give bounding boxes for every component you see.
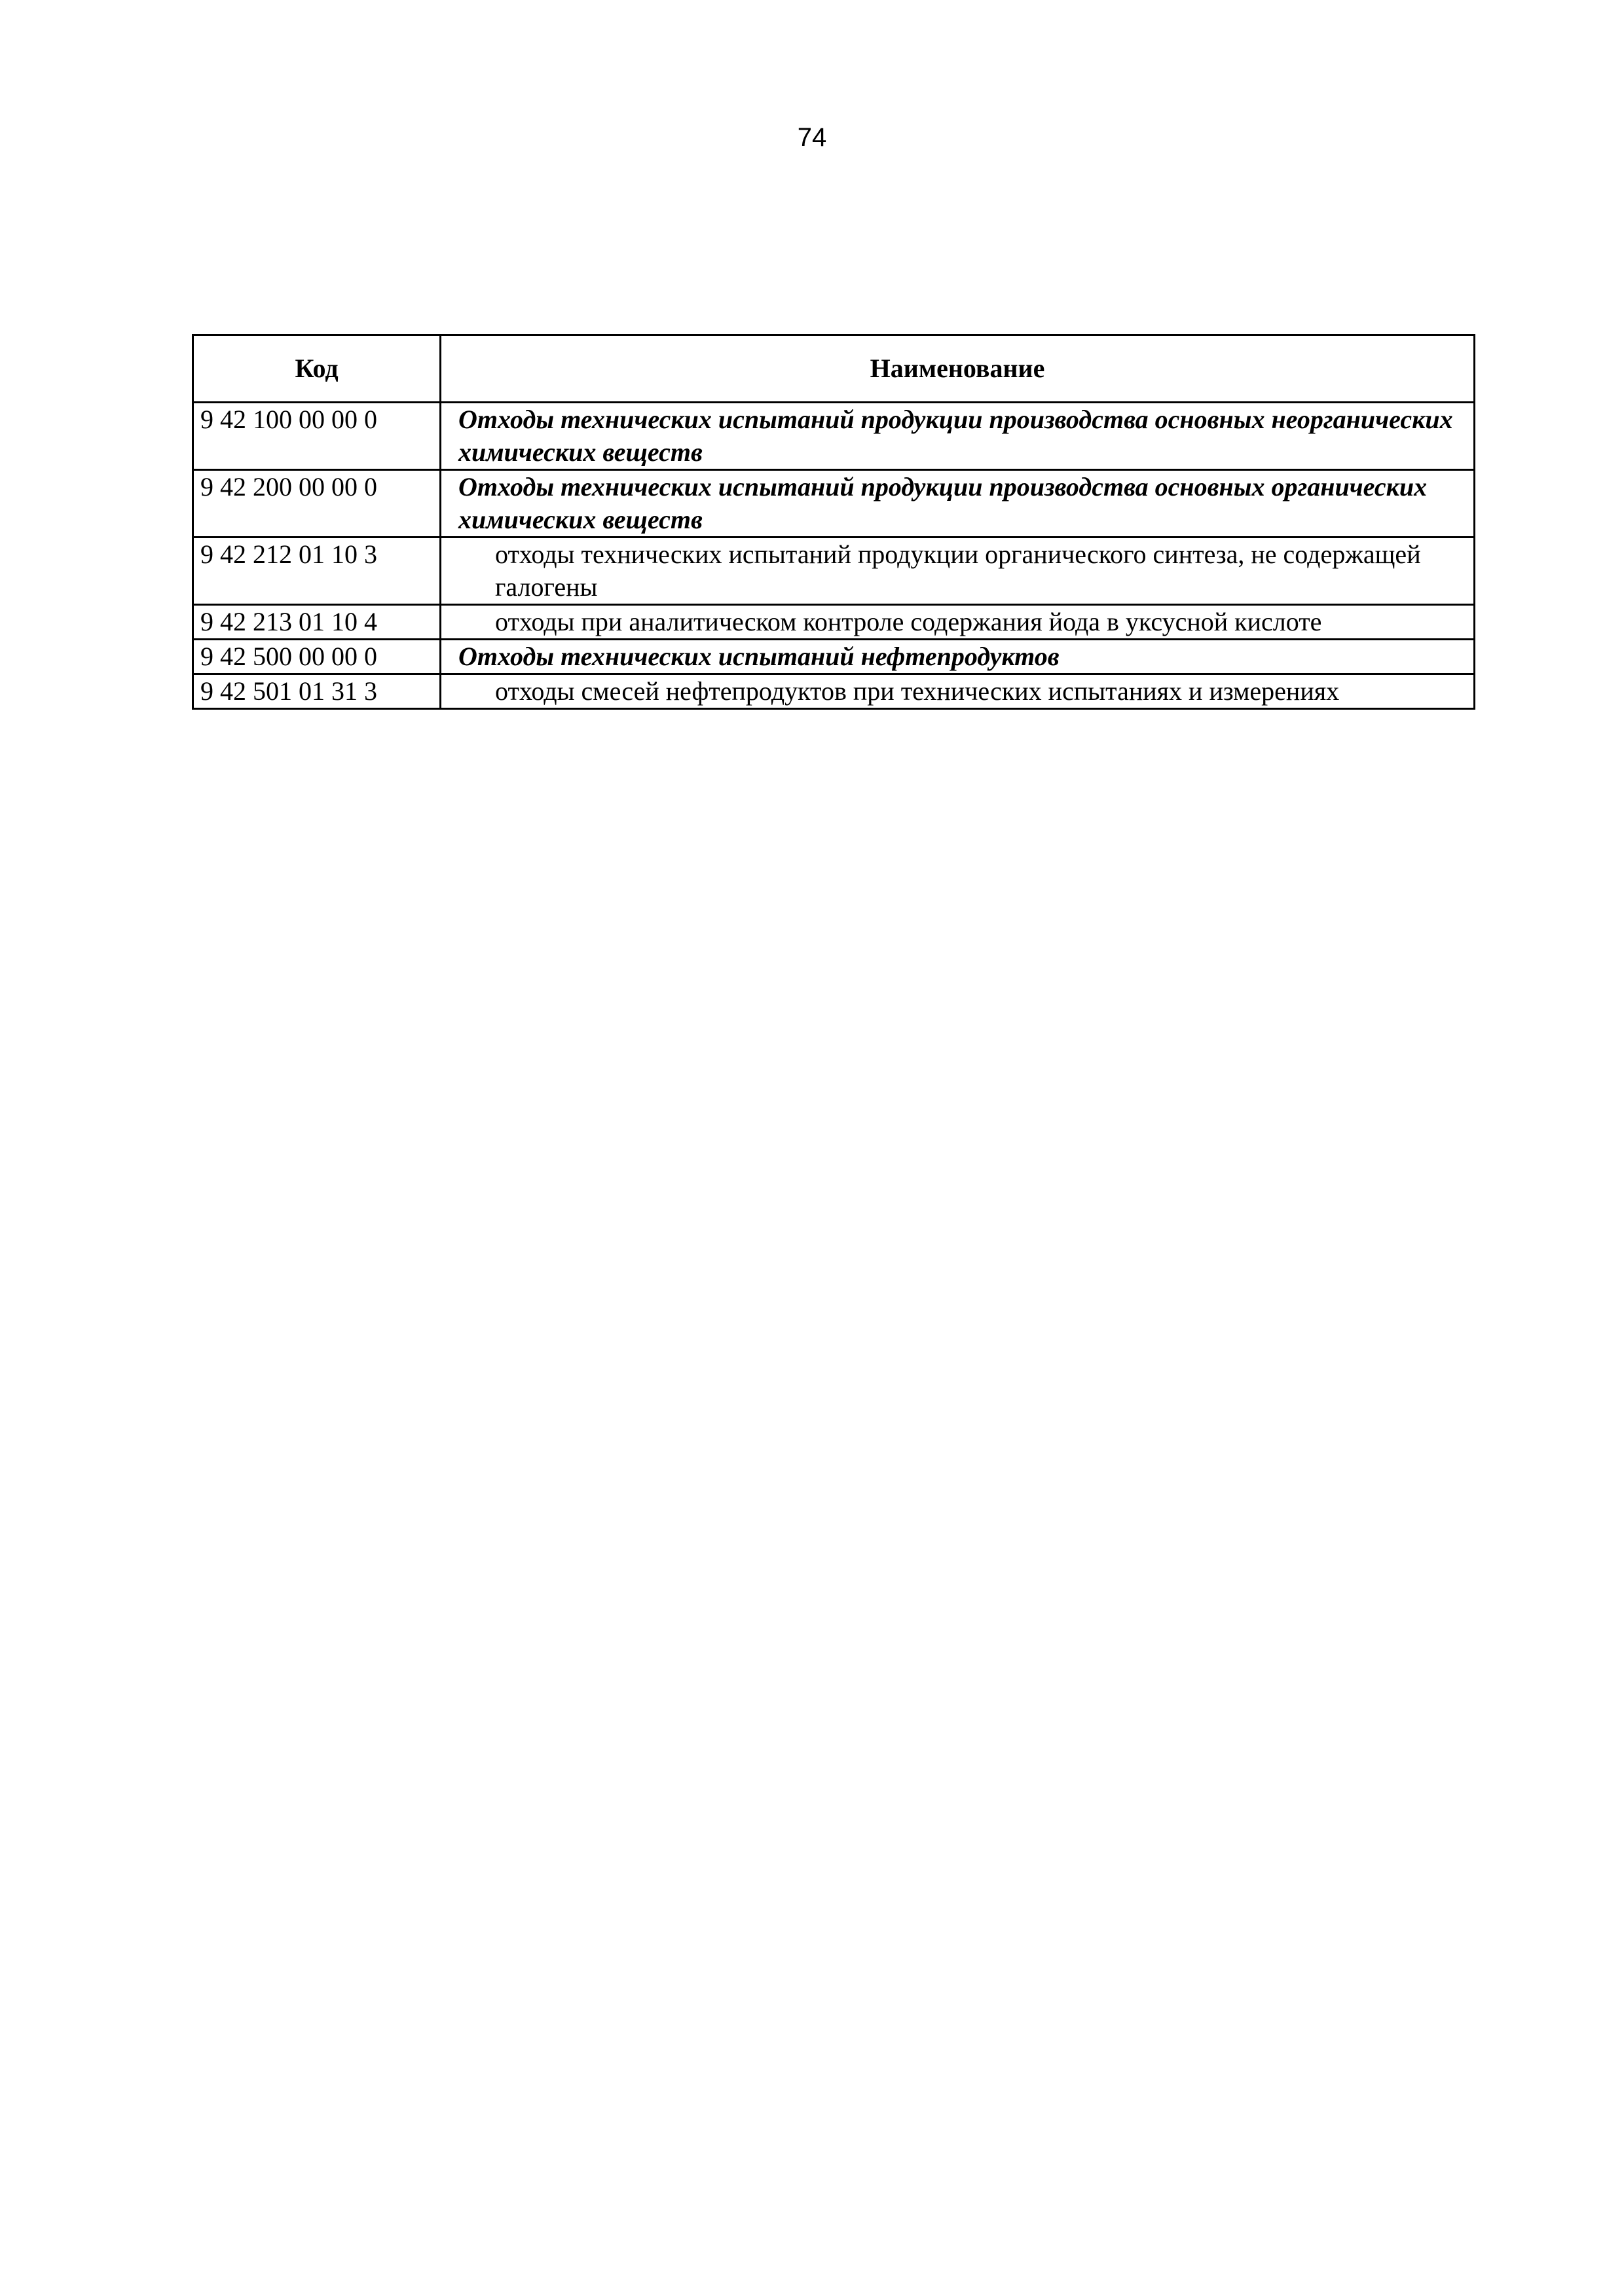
row-name-group: Отходы технических испытаний продукции производства основных неорганических химических веществ	[441, 403, 1475, 470]
row-code: 9 42 213 01 10 4	[193, 605, 441, 640]
table-row	[193, 640, 1475, 674]
table-row	[193, 403, 1475, 470]
row-name-group: Отходы технических испытаний продукции производства основных органических химических веществ	[441, 470, 1475, 538]
table-header-row	[193, 335, 1475, 403]
row-code: 9 42 200 00 00 0	[193, 470, 441, 538]
page-number: 74	[797, 123, 827, 152]
row-name-item: отходы при аналитическом контроле содержания йода в уксусной кислоте	[441, 605, 1475, 640]
table-row	[193, 605, 1475, 640]
waste-classification-table	[192, 334, 1475, 710]
row-code: 9 42 100 00 00 0	[193, 403, 441, 470]
row-code: 9 42 501 01 31 3	[193, 674, 441, 709]
table-row	[193, 674, 1475, 709]
row-name-item: отходы технических испытаний продукции органического синтеза, не содержащей галогены	[441, 538, 1475, 605]
table-row	[193, 538, 1475, 605]
header-name: Наименование	[441, 335, 1475, 403]
row-name-item: отходы смесей нефтепродуктов при технических испытаниях и измерениях	[441, 674, 1475, 709]
table-row	[193, 470, 1475, 538]
row-name-group: Отходы технических испытаний нефтепродуктов	[441, 640, 1475, 674]
row-code: 9 42 212 01 10 3	[193, 538, 441, 605]
row-code: 9 42 500 00 00 0	[193, 640, 441, 674]
header-code: Код	[193, 335, 441, 403]
